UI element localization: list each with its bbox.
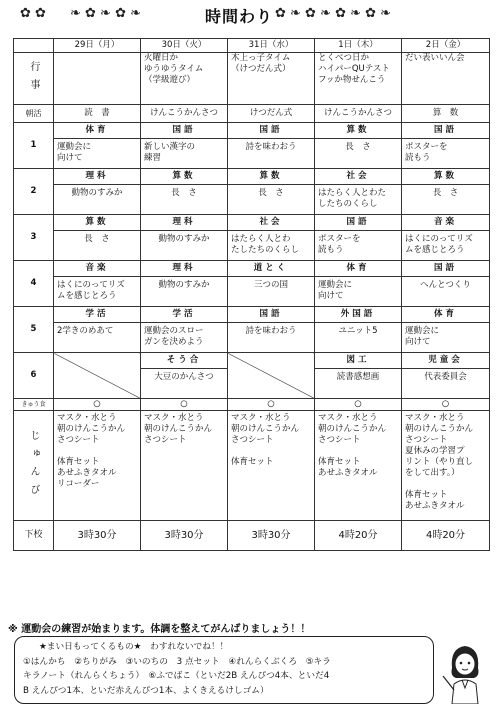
subject-cell: 国語 — [228, 123, 315, 139]
content-cell: 新しい漢字の 練習 — [141, 139, 228, 169]
preparation-cell: マスク・水とう 朝のけんこうかん さつシート — [141, 411, 228, 521]
leaf-decoration-icon: ✿ ❧ ✿ ❧ ✿ ❧ ✿ ❧ — [275, 6, 392, 21]
table-row — [14, 123, 490, 139]
page-title: 時間わり — [205, 7, 274, 26]
content-cell: 運動会のスロー ガンを決めよう — [141, 323, 228, 353]
content-cell: 長 さ — [402, 185, 490, 215]
reminder-box — [14, 636, 434, 704]
table-row — [14, 105, 490, 123]
day-header: 2日（金） — [402, 39, 490, 53]
subject-cell: 児童会 — [402, 353, 490, 369]
content-cell: 動物のすみか — [54, 185, 141, 215]
content-cell: 代表委員会 — [402, 369, 490, 399]
table-row — [14, 53, 490, 105]
reminder-line: B えんぴつ1本、といだ赤えんぴつ1本、よくきえるけしゴム） — [23, 685, 269, 696]
content-cell: へんとつくり — [402, 277, 490, 307]
content-cell: 動物のすみか — [141, 277, 228, 307]
notice-text: ※ 運動会の練習が始まります。体調を整えてがんばりましょう！！ — [8, 624, 311, 635]
subject-cell: 算数 — [141, 169, 228, 185]
subject-cell: 国語 — [141, 123, 228, 139]
event-cell: 火曜日か ゆうゆうタイム （学級遊び） — [141, 53, 228, 105]
dismissal-time: 3時30分 — [141, 521, 228, 551]
empty-cell — [228, 353, 315, 399]
preparation-cell: マスク・水とう 朝のけんこうかん さつシート 体育セット あせふきタオル リコーダー — [54, 411, 141, 521]
lunch-mark: ○ — [228, 399, 315, 411]
subject-cell: 社会 — [315, 169, 402, 185]
table-row — [14, 353, 490, 369]
subject-cell: 音楽 — [402, 215, 490, 231]
table-row — [14, 185, 490, 215]
events-label-text: 行事 — [28, 60, 39, 97]
morning-cell: 読 書 — [54, 105, 141, 123]
period-number: 5 — [14, 307, 54, 353]
corner-cell — [14, 39, 54, 53]
content-cell: 動物のすみか — [141, 231, 228, 261]
content-cell: 詩を味わおう — [228, 323, 315, 353]
lunch-mark: ○ — [315, 399, 402, 411]
subject-cell: 算数 — [315, 123, 402, 139]
subject-cell: 体育 — [54, 123, 141, 139]
leaf-decoration-icon: ❧ ✿ ❧ ✿ ❧ — [70, 6, 141, 21]
content-cell: 2学きのめあて — [54, 323, 141, 353]
content-cell: はくにのってリズ ムを感じとろう — [54, 277, 141, 307]
preparation-cell: マスク・水とう 朝のけんこうかん さつシート 体育セット あせふきタオル — [315, 411, 402, 521]
content-cell: 大豆のかんさつ — [141, 369, 228, 399]
reminder-line: ①はんかち ②ちりがみ ③いのちの 3 点セット ④れんらくぶくろ ⑤キラ — [23, 656, 331, 667]
subject-cell: 音楽 — [54, 261, 141, 277]
lunch-mark: ○ — [54, 399, 141, 411]
flower-decoration-icon: ✿ ✿ — [20, 6, 46, 21]
lunch-mark: ○ — [141, 399, 228, 411]
content-cell: 運動会に 向けて — [54, 139, 141, 169]
table-row — [14, 139, 490, 169]
content-cell: はたらく人とわ たしたちのくらし — [228, 231, 315, 261]
morning-cell: 算 数 — [402, 105, 490, 123]
table-row — [14, 521, 490, 551]
table-row — [14, 261, 490, 277]
content-cell: 三つの国 — [228, 277, 315, 307]
day-header: 30日（火） — [141, 39, 228, 53]
morning-label: 朝活 — [14, 105, 54, 123]
content-cell: はたらく人とわた したちのくらし — [315, 185, 402, 215]
table-row — [14, 323, 490, 353]
content-cell: ポスターを 読もう — [402, 139, 490, 169]
period-number: 3 — [14, 215, 54, 261]
subject-cell: 学活 — [141, 307, 228, 323]
preparation-label-text: じゅんび — [28, 429, 39, 502]
subject-cell: 国語 — [402, 261, 490, 277]
table-row — [14, 169, 490, 185]
subject-cell: 算数 — [54, 215, 141, 231]
teacher-illustration — [440, 638, 490, 704]
period-number: 2 — [14, 169, 54, 215]
subject-cell: 算数 — [402, 169, 490, 185]
subject-cell: 国語 — [228, 307, 315, 323]
content-cell: 長 さ — [54, 231, 141, 261]
content-cell: 長 さ — [315, 139, 402, 169]
subject-cell: 道とく — [228, 261, 315, 277]
dismissal-time: 4時20分 — [315, 521, 402, 551]
event-cell — [54, 53, 141, 105]
subject-cell: 理科 — [54, 169, 141, 185]
content-cell: ポスターを 読もう — [315, 231, 402, 261]
subject-cell: 国語 — [402, 123, 490, 139]
empty-cell — [54, 353, 141, 399]
table-row — [14, 277, 490, 307]
table-row — [14, 399, 490, 411]
day-header: 29日（月） — [54, 39, 141, 53]
subject-cell: そう合 — [141, 353, 228, 369]
dismissal-label: 下校 — [14, 521, 54, 551]
preparation-cell: マスク・水とう 朝のけんこうかん さつシート 体育セット — [228, 411, 315, 521]
table-row — [14, 307, 490, 323]
dismissal-time: 3時30分 — [54, 521, 141, 551]
subject-cell: 外国語 — [315, 307, 402, 323]
lunch-label: きゅう食 — [14, 399, 54, 411]
period-number: 4 — [14, 261, 54, 307]
reminder-title: ★まい日もってくるもの★ わすれないでね！！ — [39, 642, 229, 652]
content-cell: 長 さ — [141, 185, 228, 215]
header — [0, 0, 500, 36]
content-cell: ユニット5 — [315, 323, 402, 353]
event-cell: とくべつ日か ハイパーQUテスト フッか物せんこう — [315, 53, 402, 105]
preparation-cell: マスク・水とう 朝のけんこうかん さつシート 夏休みの学習プ リント（やり直し をして出す。） 体育セット あせふきタオル — [402, 411, 490, 521]
table-row — [14, 231, 490, 261]
morning-cell: けんこうかんさつ — [315, 105, 402, 123]
event-cell: だい表いいん会 — [402, 53, 490, 105]
subject-cell: 算数 — [228, 169, 315, 185]
table-row — [14, 215, 490, 231]
subject-cell: 国語 — [315, 215, 402, 231]
morning-cell: けんこうかんさつ — [141, 105, 228, 123]
content-cell: 運動会に 向けて — [402, 323, 490, 353]
events-label — [14, 53, 54, 105]
lunch-mark: ○ — [402, 399, 490, 411]
day-header: 1日（木） — [315, 39, 402, 53]
content-cell: 運動会に 向けて — [315, 277, 402, 307]
subject-cell: 理科 — [141, 215, 228, 231]
timetable — [13, 38, 490, 551]
content-cell: 長 さ — [228, 185, 315, 215]
subject-cell: 社会 — [228, 215, 315, 231]
table-row — [14, 411, 490, 521]
subject-cell: 理科 — [141, 261, 228, 277]
period-number: 6 — [14, 353, 54, 399]
content-cell: はくにのってリズ ムを感じとろう — [402, 231, 490, 261]
dismissal-time: 4時20分 — [402, 521, 490, 551]
subject-cell: 体育 — [402, 307, 490, 323]
subject-cell: 学活 — [54, 307, 141, 323]
table-row — [14, 39, 490, 53]
subject-cell: 図工 — [315, 353, 402, 369]
reminder-line: キラノート（れんらくちょう） ⑥ふでばこ（といだ2B えんぴつ4本、といだ4 — [23, 671, 330, 681]
dismissal-time: 3時30分 — [228, 521, 315, 551]
day-header: 31日（水） — [228, 39, 315, 53]
content-cell: 詩を味わおう — [228, 139, 315, 169]
content-cell: 読書感想画 — [315, 369, 402, 399]
period-number: 1 — [14, 123, 54, 169]
preparation-label — [14, 411, 54, 521]
morning-cell: けつだん式 — [228, 105, 315, 123]
subject-cell: 体育 — [315, 261, 402, 277]
event-cell: 木上っ子タイム （けつだん式） — [228, 53, 315, 105]
